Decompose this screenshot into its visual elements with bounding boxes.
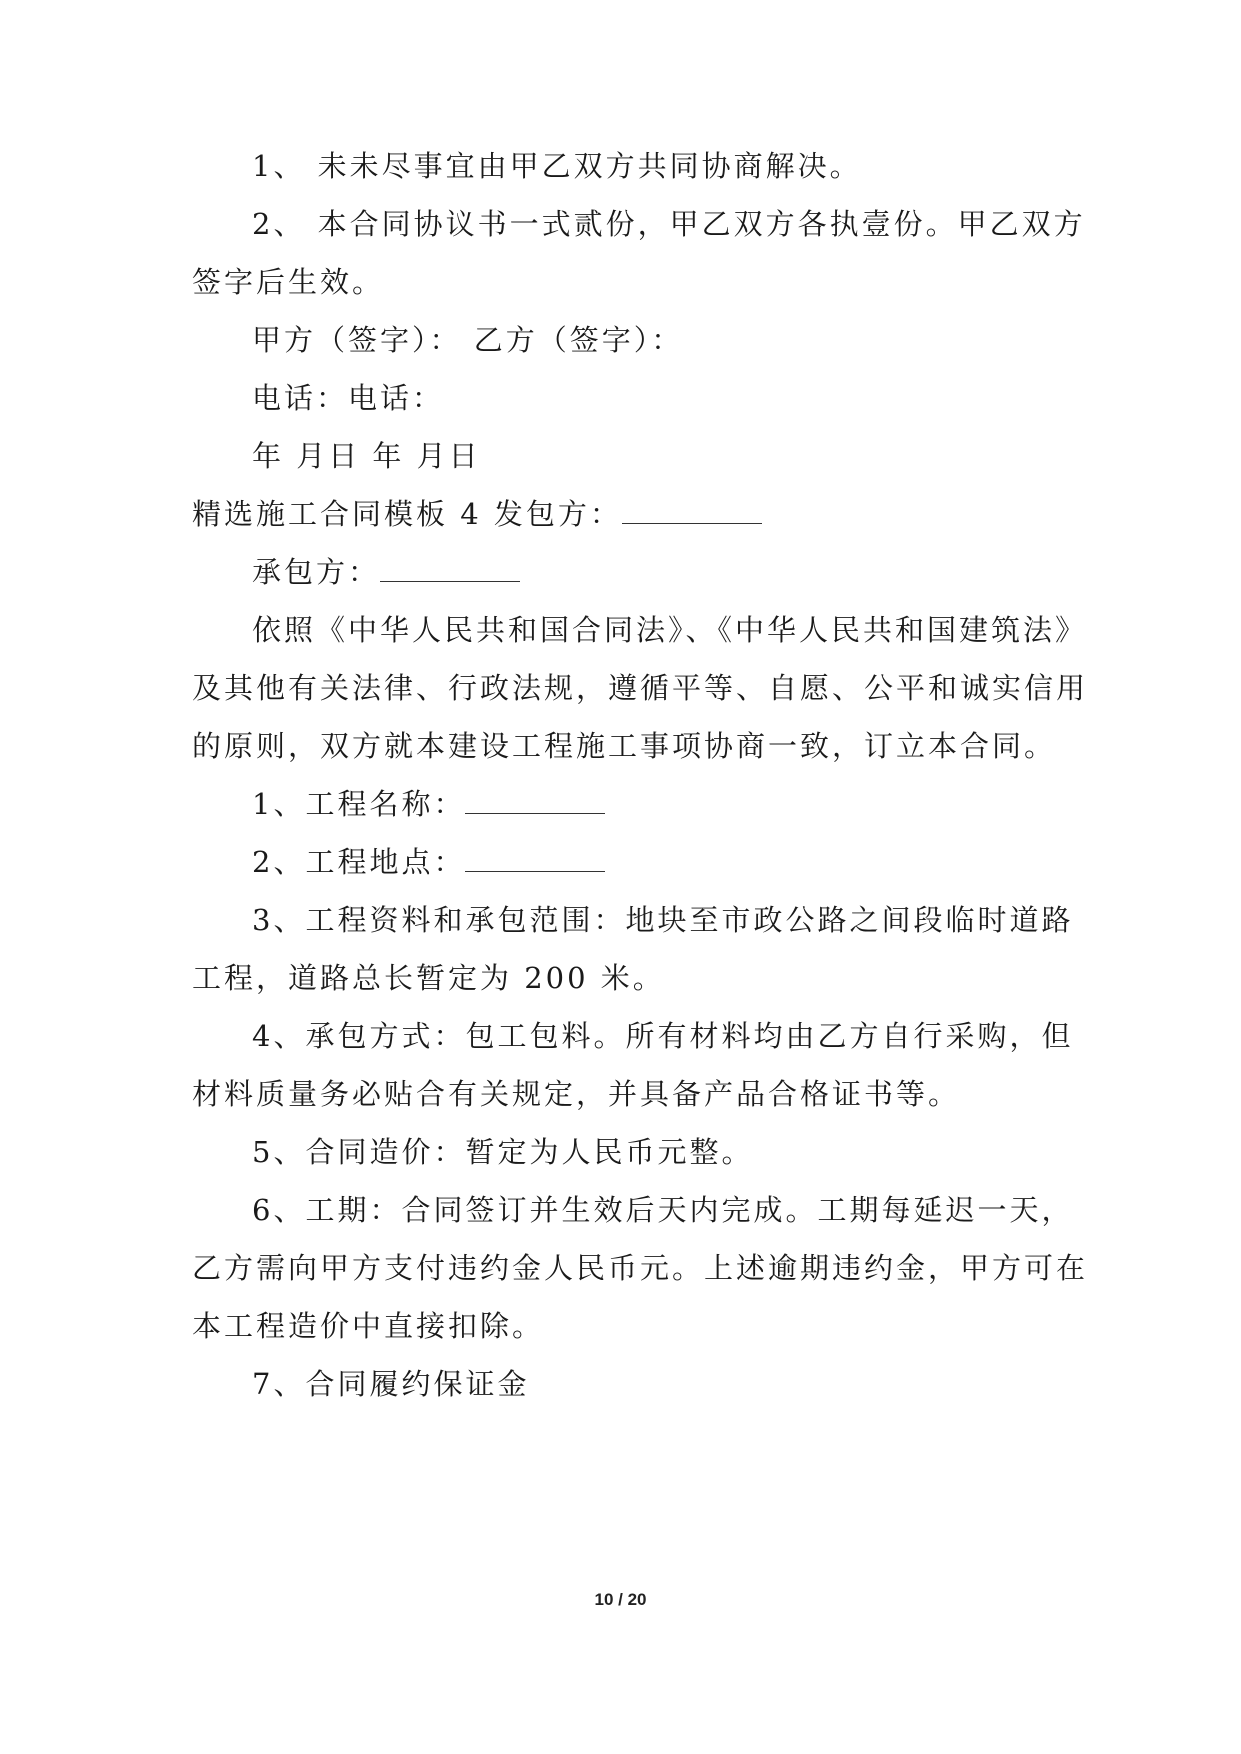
clause-line: 本工程造价中直接扣除。 [192, 1309, 545, 1343]
signature-line: 甲方（签字）： 乙方（签字）： [252, 323, 684, 357]
fill-in-blank [465, 843, 605, 872]
clause-line: 签字后生效。 [192, 265, 385, 299]
phone-line: 电话：电话： [252, 381, 445, 415]
project-name-label: 1、工程名称： [252, 787, 466, 821]
clause-line: 3、工程资料和承包范围：地块至市政公路之间段临时道路 [252, 903, 1074, 937]
fill-in-blank [465, 785, 605, 814]
project-name-line [252, 784, 1112, 824]
fill-in-blank [622, 495, 762, 524]
section-title-line [192, 494, 1052, 534]
contractor-label: 承包方： [252, 555, 381, 589]
paragraph-line: 的原则，双方就本建设工程施工事项协商一致，订立本合同。 [192, 729, 1057, 763]
project-location-line [252, 842, 1112, 882]
date-line: 年 月日 年 月日 [252, 439, 481, 473]
clause-line: 乙方需向甲方支付违约金人民币元。上述逾期违约金，甲方可在 [192, 1251, 1089, 1285]
section-title: 精选施工合同模板 4 发包方： [192, 497, 622, 531]
clause-line: 7、合同履约保证金 [252, 1367, 530, 1401]
clause-line: 2、 本合同协议书一式贰份，甲乙双方各执壹份。甲乙双方 [252, 207, 1086, 241]
project-location-label: 2、工程地点： [252, 845, 466, 879]
paragraph-line: 及其他有关法律、行政法规，遵循平等、自愿、公平和诚实信用 [192, 671, 1089, 705]
clause-line: 材料质量务必贴合有关规定，并具备产品合格证书等。 [192, 1077, 961, 1111]
clause-line: 5、合同造价：暂定为人民币元整。 [252, 1135, 754, 1169]
page-number: 10 / 20 [594, 1590, 647, 1609]
clause-line: 工程，道路总长暂定为 200 米。 [192, 961, 665, 995]
paragraph-line: 依照《中华人民共和国合同法》、《中华人民共和国建筑法》 [252, 613, 1088, 647]
clause-line: 1、 未未尽事宜由甲乙双方共同协商解决。 [252, 149, 862, 183]
clause-line: 6、工期：合同签订并生效后天内完成。工期每延迟一天， [252, 1193, 1074, 1227]
contractor-line [252, 552, 1112, 592]
fill-in-blank [380, 553, 520, 582]
clause-line: 4、承包方式：包工包料。所有材料均由乙方自行采购，但 [252, 1019, 1074, 1053]
